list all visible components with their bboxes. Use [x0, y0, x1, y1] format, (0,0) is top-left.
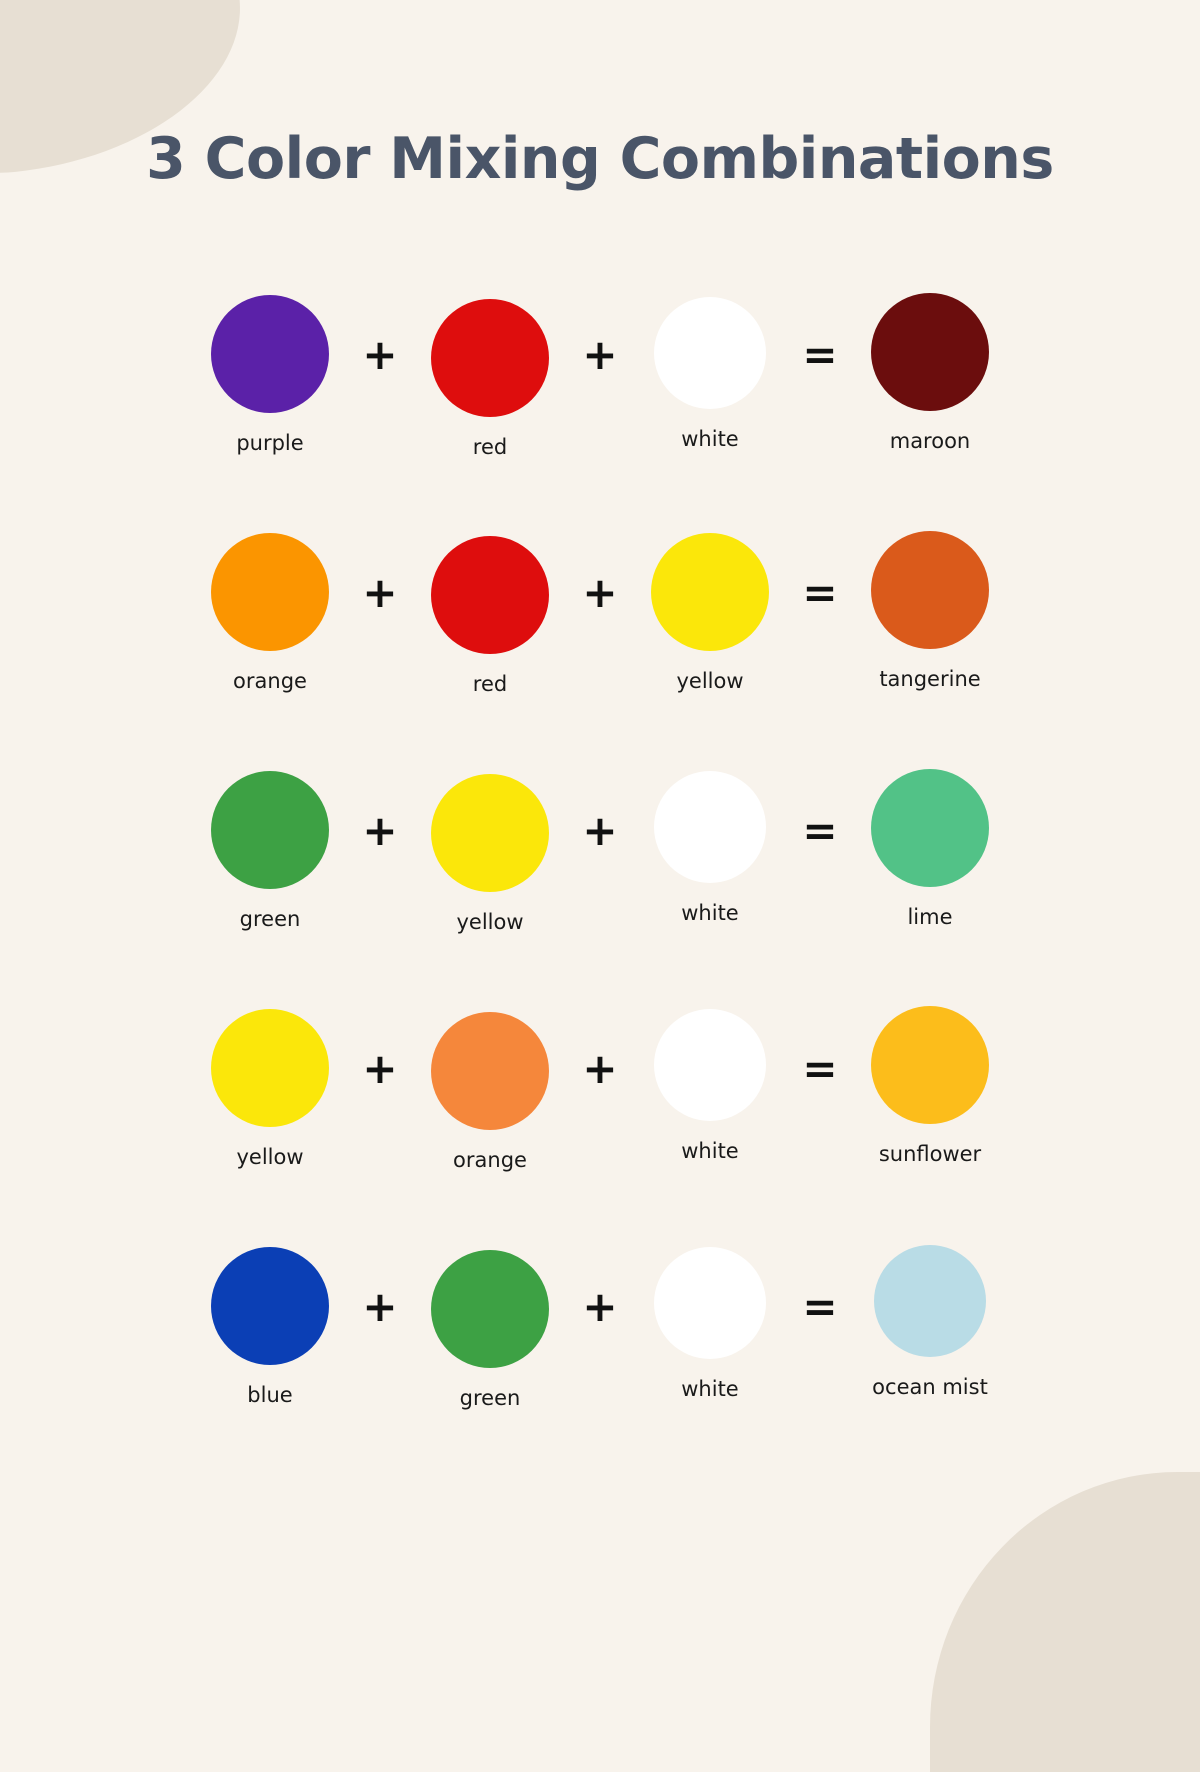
color-label: red: [472, 672, 508, 696]
color-label: tangerine: [879, 667, 981, 691]
color-cell-result[interactable]: [855, 771, 1005, 929]
plus-icon: +: [582, 1281, 618, 1331]
color-swatch: [431, 1250, 549, 1368]
color-cell-result[interactable]: [855, 1009, 1005, 1166]
plus-icon: +: [582, 805, 618, 855]
color-label: red: [472, 435, 508, 459]
color-swatch: [654, 297, 766, 409]
color-label: white: [681, 427, 739, 451]
color-label: orange: [233, 669, 307, 693]
color-cell-ingredient[interactable]: [635, 1247, 785, 1401]
color-swatch: [871, 1006, 989, 1124]
color-label: green: [459, 1386, 521, 1410]
color-label: yellow: [236, 1145, 304, 1169]
color-swatch: [211, 295, 329, 413]
combination-row: [0, 295, 1200, 533]
plus-icon: +: [362, 1281, 398, 1331]
combination-row: [0, 1247, 1200, 1485]
color-label: green: [239, 907, 301, 931]
combination-row: [0, 533, 1200, 771]
color-swatch: [654, 771, 766, 883]
color-label: yellow: [676, 669, 744, 693]
color-swatch: [211, 771, 329, 889]
color-swatch: [651, 533, 769, 651]
color-cell-ingredient[interactable]: [195, 1009, 345, 1169]
color-cell-ingredient[interactable]: [195, 771, 345, 931]
color-swatch: [871, 769, 989, 887]
color-swatch: [431, 1012, 549, 1130]
color-cell-ingredient[interactable]: [195, 1247, 345, 1407]
color-swatch: [654, 1247, 766, 1359]
color-label: lime: [907, 905, 953, 929]
color-label: purple: [236, 431, 304, 455]
plus-icon: +: [362, 805, 398, 855]
color-swatch: [874, 1245, 986, 1357]
color-cell-ingredient[interactable]: [195, 295, 345, 455]
color-cell-ingredient[interactable]: [635, 295, 785, 451]
color-cell-result[interactable]: [855, 533, 1005, 691]
plus-icon: +: [362, 567, 398, 617]
color-swatch: [211, 533, 329, 651]
equals-icon: =: [802, 1281, 838, 1331]
equals-icon: =: [802, 329, 838, 379]
plus-icon: +: [582, 567, 618, 617]
color-label: orange: [453, 1148, 527, 1172]
color-label: white: [681, 1377, 739, 1401]
combination-row: [0, 1009, 1200, 1247]
plus-icon: +: [362, 1043, 398, 1093]
color-cell-result[interactable]: [855, 295, 1005, 453]
color-swatch: [871, 531, 989, 649]
plus-icon: +: [582, 1043, 618, 1093]
plus-icon: +: [362, 329, 398, 379]
color-label: yellow: [456, 910, 524, 934]
color-cell-ingredient[interactable]: [415, 1247, 565, 1410]
color-swatch: [431, 299, 549, 417]
color-label: sunflower: [878, 1142, 982, 1166]
color-label: white: [681, 1139, 739, 1163]
color-label: white: [681, 901, 739, 925]
color-swatch: [871, 293, 989, 411]
color-label: ocean mist: [872, 1375, 988, 1399]
color-cell-ingredient[interactable]: [635, 533, 785, 693]
color-cell-ingredient[interactable]: [195, 533, 345, 693]
page-title: 3 Color Mixing Combinations: [146, 126, 1054, 192]
color-cell-ingredient[interactable]: [415, 533, 565, 696]
color-swatch: [211, 1247, 329, 1365]
color-cell-ingredient[interactable]: [415, 1009, 565, 1172]
combination-row: [0, 771, 1200, 1009]
equals-icon: =: [802, 805, 838, 855]
color-swatch: [211, 1009, 329, 1127]
color-cell-ingredient[interactable]: [635, 1009, 785, 1163]
color-swatch: [654, 1009, 766, 1121]
equals-icon: =: [802, 567, 838, 617]
color-cell-ingredient[interactable]: [415, 295, 565, 459]
color-label: maroon: [889, 429, 971, 453]
color-swatch: [431, 774, 549, 892]
equals-icon: =: [802, 1043, 838, 1093]
color-label: blue: [247, 1383, 293, 1407]
combination-list: [0, 295, 1200, 1485]
plus-icon: +: [582, 329, 618, 379]
color-cell-result[interactable]: [855, 1247, 1005, 1399]
color-swatch: [431, 536, 549, 654]
color-cell-ingredient[interactable]: [415, 771, 565, 934]
color-cell-ingredient[interactable]: [635, 771, 785, 925]
